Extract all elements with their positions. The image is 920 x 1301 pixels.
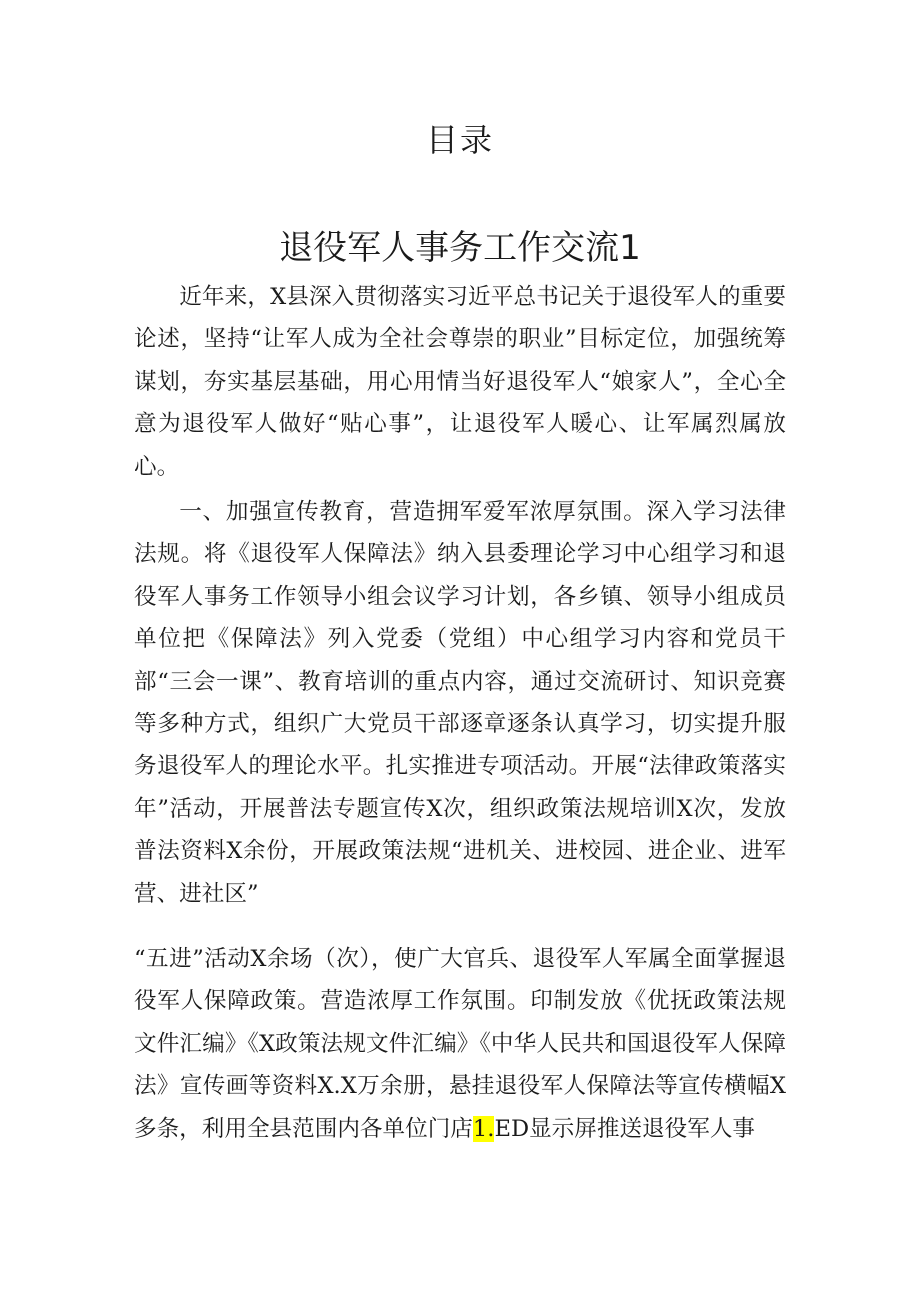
highlighted-text: 1.	[472, 1115, 495, 1142]
toc-title: 目录	[425, 121, 494, 159]
paragraph-continuation-text: “五进”活动X余场（次），使广大官兵、退役军人军属全面掌握退役军人保障政策。营造浓厚工作氛围。印制发放《优抚政策法规文件汇编》《X政策法规文件汇编》《中华人民共和国退役军人保障法》宣传画等资料X.X万余册，悬挂退役军人保障法等宣传横幅X多条，利用全县范围内各单位门店	[134, 946, 786, 1142]
paragraph-intro: 近年来，X县深入贯彻落实习近平总书记关于退役军人的重要论述，坚持“让军人成为全社会尊崇的职业”目标定位，加强统筹谋划，夯实基层基础，用心用情当好退役军人“娘家人”，全心全意为退役军人做好“贴心事”，让退役军人暖心、让军属烈属放心。	[134, 284, 786, 480]
paragraph-section-one: 一、加强宣传教育，营造拥军爱军浓厚氛围。深入学习法律法规。将《退役军人保障法》纳入县委理论学习中心组学习和退役军人事务工作领导小组会议学习计划，各乡镇、领导小组成员单位把《保障法》列入党委（党组）中心组学习内容和党员干部“三会一课”、教育培训的重点内容，通过交流研讨、知识竞赛等多种方式，组织广大党员干部逐章逐条认真学习，切实提升服务退役军人的理论水平。扎实推进专项活动。开展“法律政策落实年”活动，开展普法专题宣传X次，组织政策法规培训X次，发放普法资料X余份，开展政策法规“进机关、进校园、进企业、进军营、进社区”	[134, 499, 786, 907]
paragraph-continuation-tail: ED显示屏推送退役军人事	[494, 1115, 756, 1142]
article-title: 退役军人事务工作交流1	[279, 228, 641, 268]
paragraph-continuation	[134, 938, 786, 1150]
